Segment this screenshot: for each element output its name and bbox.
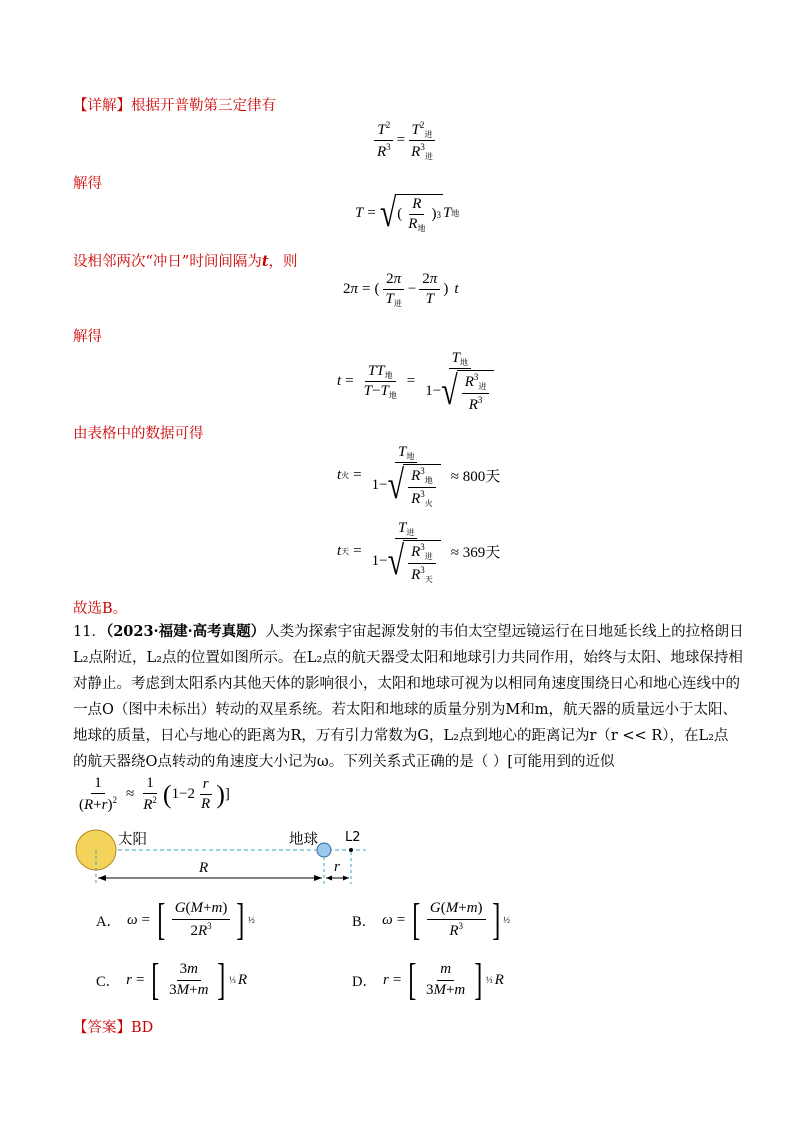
l2-label: L2 xyxy=(345,830,361,845)
earth-label: 地球 xyxy=(289,832,318,848)
R-arrow-left-head xyxy=(98,875,106,881)
jiede-2: 解得 xyxy=(73,329,102,345)
equation-conjunction: 2π = ( $\frac{2\pi}{T_进}$ − $\frac{2\pi}{T}$ ) t xyxy=(343,271,459,309)
answer-label: 【答案】 xyxy=(73,1020,131,1036)
question-number: 11． xyxy=(73,624,106,640)
answer-value: BD xyxy=(131,1020,154,1036)
question-source: （2023·福建·高考真题） xyxy=(105,623,266,640)
option-B-label: B． xyxy=(352,913,377,930)
R-arrow-right-head xyxy=(314,875,322,881)
equation-kepler: $\frac{T^2}{R^3}$ = $\frac{T^2_进}{R^3_进}$ xyxy=(371,120,439,162)
table-text: 由表格中的数据可得 xyxy=(73,426,204,442)
question-line-3: 对静止。考虑到太阳系内其他天体的影响很小，太阳和地球可视为以相同角速度围绕日心和地心连线中的 xyxy=(73,676,740,692)
question-line-4: 一点O（图中未标出）转动的双星系统。若太阳和地球的质量分别为M和m，航天器的质量远小于太阳、 xyxy=(73,702,737,718)
r-arrow-right-head xyxy=(343,876,349,881)
jiede-1: 解得 xyxy=(73,176,102,192)
option-D[interactable]: D． r = [ $\frac{m}{3M+m}$ ] ⅓ R xyxy=(352,955,504,1004)
option-C[interactable]: C． r = [ $\frac{3m}{3M+m}$ ] ⅓ R xyxy=(96,955,248,1004)
detail-label: 【详解】 xyxy=(73,98,131,114)
option-A-label: A． xyxy=(96,913,121,930)
question-line-6: 的航天器绕O点转动的角速度大小记为ω。下列关系式正确的是（ ）[可能用到的近似 xyxy=(73,754,615,770)
detail-intro xyxy=(73,94,276,115)
equation-period: T = √ ( $\frac{R}{R_地}$ ) 3 T 地 xyxy=(355,190,460,236)
r-label: r xyxy=(334,859,340,875)
option-C-label: C． xyxy=(96,973,121,990)
sun-label: 太阳 xyxy=(118,832,147,848)
option-B[interactable]: B． ω = [ $\frac{G(M+m)}{R^3}$ ] ½ xyxy=(352,895,510,944)
earth-icon xyxy=(317,843,331,857)
question-11 xyxy=(73,619,744,775)
sun-earth-l2-diagram xyxy=(70,826,370,888)
option-D-label: D． xyxy=(352,973,377,990)
r-arrow-left-head xyxy=(326,876,332,881)
R-label: R xyxy=(199,860,209,876)
equation-interval: t = $\frac{TT_地}{T-T_地}$ = $T_地$ 1− √ $\frac{R^3_进}{R^3}$ xyxy=(337,350,500,414)
question-line-5: 地球的质量，日心与地心的距离为R，万有引力常数为G，L₂点到地心的距离记为r（r << R），在L₂点 xyxy=(73,728,729,744)
approximation-formula: $\frac{1}{(R+r)^2}$ ≈ $\frac{1}{R^2}$ ( 1−2 $\frac{r}{R}$ ) ] xyxy=(79,775,230,814)
answer xyxy=(73,1016,153,1037)
question-line-1: 人类为探索宇宙起源发射的韦伯太空望远镜运行在日地延长线上的拉格朗日 xyxy=(265,624,744,640)
equation-sky: t 天 = $T_进$ 1− √ $\frac{R^3_进}{R^3_天}$ ≈ 369天 xyxy=(337,520,501,584)
l2-point-icon xyxy=(349,848,353,852)
conclusion: 故选B。 xyxy=(73,601,128,617)
diagram-svg xyxy=(70,826,370,888)
option-A[interactable]: A． ω = [ $\frac{G(M+m)}{2R^3}$ ] ½ xyxy=(96,895,255,944)
question-line-2: L₂点附近，L₂点的位置如图所示。在L₂点的航天器受太阳和地球引力共同作用，始终与太阳、地球保持相 xyxy=(73,650,743,666)
detail-intro-text: 根据开普勒第三定律有 xyxy=(131,98,276,114)
equation-mars: t 火 = $T_地$ 1− √ $\frac{R^3_地}{R^3_火}$ ≈ 800天 xyxy=(337,444,501,508)
set-interval-text: 设相邻两次“冲日”时间间隔为t，则 xyxy=(73,253,298,270)
